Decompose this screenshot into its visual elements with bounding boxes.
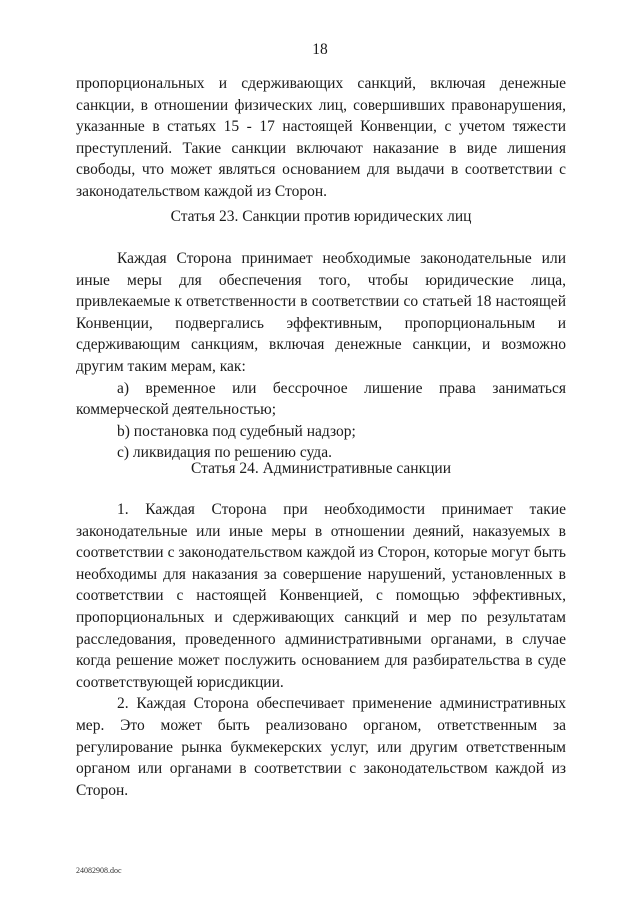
article-24-paragraph-1: 1. Каждая Сторона при необходимости принимает такие законодательные или иные меры в отношении деяний, наказуемых в соответствии с законодательством каждой из Сторон, которые могут быть необходимы для наказания за совершение нарушений, установленных в соответствии с настоящей Конвенцией, с помощью эффективных, пропорциональных и сдерживающих санкций и мер по результатам расследования, проведенного административными органами, в случае когда решение может послужить основанием для разбирательства в суде соответствующей юрисдикции.	[76, 501, 566, 691]
article-heading: Статья 24. Административные санкции	[190, 460, 452, 477]
list-item-b: b) постановка под судебный надзор;	[117, 422, 356, 440]
list-item-c: c) ликвидация по решению суда.	[117, 444, 332, 462]
article-heading: Статья 23. Санкции против юридических лиц	[170, 208, 472, 225]
article-24-body	[76, 499, 566, 801]
article-23-body	[76, 248, 566, 464]
page-number: 18	[312, 41, 328, 58]
footer-filename: 24082908.doc	[76, 866, 122, 875]
article-24-heading	[76, 458, 566, 480]
article-24-paragraph-2: 2. Каждая Сторона обеспечивает применение административных мер. Это может быть реализовано органом, ответственным за регулирование рынка букмекерских услуг, или другим ответственным органом или органами в соответствии с законодательством каждой из Сторон.	[76, 695, 566, 799]
article-23-intro: Каждая Сторона принимает необходимые законодательные или иные меры для обеспечения того, чтобы юридические лица, привлекаемые к ответственности в соответствии со статьей 18 настоящей Конвенции, подвергались эффективным, пропорциональным и сдерживающим санкциям, включая денежные санкции, и возможно другим таким мерам, как:	[76, 250, 566, 375]
paragraph-continued	[76, 73, 566, 203]
paragraph-text: пропорциональных и сдерживающих санкций, включая денежные санкции, в отношении физических лиц, совершивших правонарушения, указанные в статьях 15 - 17 настоящей Конвенции, с учетом тяжести преступлений. Такие санкции включают наказание в виде лишения свободы, что может являться основанием для выдачи в соответствии с законодательством каждой из Сторон.	[76, 75, 566, 200]
article-23-heading	[76, 206, 566, 228]
list-item-a: a) временное или бессрочное лишение права заниматься коммерческой деятельностью;	[76, 379, 566, 419]
